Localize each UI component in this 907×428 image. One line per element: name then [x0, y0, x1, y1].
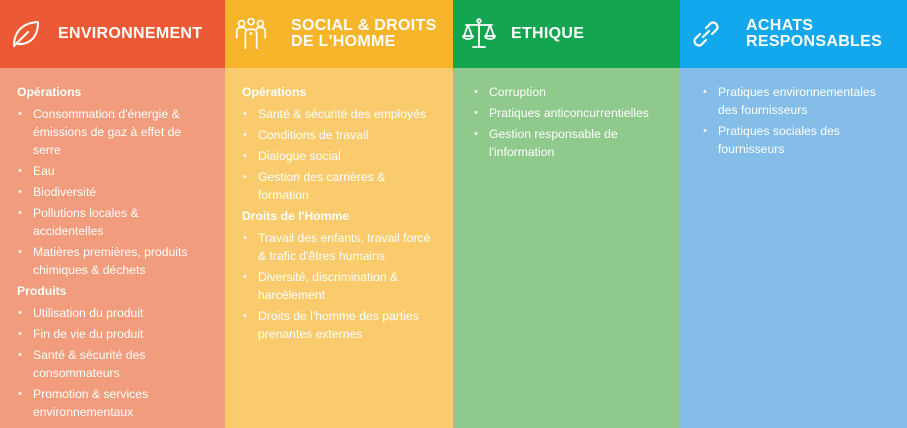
column-body	[453, 68, 680, 428]
column-title-line: ACHATS	[746, 17, 814, 34]
column-ethique	[453, 0, 680, 428]
item-list	[17, 105, 211, 279]
column-header	[225, 0, 453, 68]
column-header	[0, 0, 225, 68]
list-item: • Diversité, discrimination & harcèlement	[242, 268, 439, 304]
column-title	[58, 26, 202, 42]
balance-scale-icon	[461, 16, 497, 52]
column-social-droits-homme	[225, 0, 453, 428]
list-item: • Eau	[17, 162, 211, 180]
list-item: • Pratiques sociales des fournisseurs	[702, 122, 893, 158]
chain-link-icon	[688, 16, 724, 52]
item-list	[473, 83, 666, 161]
column-title-line: ETHIQUE	[511, 25, 585, 42]
column-title-line: SOCIAL & DROITS	[291, 17, 437, 34]
list-item: • Utilisation du produit	[17, 304, 211, 322]
column-header	[680, 0, 907, 68]
column-body	[680, 68, 907, 428]
list-item: • Matières premières, produits chimiques & déchets	[17, 243, 211, 279]
list-item: • Dialogue social	[242, 147, 439, 165]
list-item: • Santé & sécurité des consommateurs	[17, 346, 211, 382]
column-achats-responsables	[680, 0, 907, 428]
list-item: • Conditions de travail	[242, 126, 439, 144]
item-list	[242, 105, 439, 204]
people-group-icon	[233, 16, 269, 52]
list-item: • Santé & sécurité des employés	[242, 105, 439, 123]
item-list	[702, 83, 893, 158]
section-heading: Opérations	[17, 85, 82, 99]
list-item: • Pratiques anticoncurrentielles	[473, 104, 666, 122]
section-heading: Droits de l'Homme	[242, 209, 350, 223]
leaf-icon	[8, 16, 44, 52]
list-item: • Travail des enfants, travail forcé & trafic d'êtres humains	[242, 229, 439, 265]
column-header	[453, 0, 680, 68]
item-list	[17, 304, 211, 421]
column-title	[746, 18, 882, 50]
list-item: • Gestion des carrières & formation	[242, 168, 439, 204]
section-heading: Opérations	[242, 85, 307, 99]
column-title-line: RESPONSABLES	[746, 33, 883, 50]
list-item: • Biodiversité	[17, 183, 211, 201]
list-item: • Promotion & services environnementaux	[17, 385, 211, 421]
column-body	[225, 68, 453, 428]
column-title-line: ENVIRONNEMENT	[58, 25, 203, 42]
list-item: • Droits de l'homme des parties prenantes externes	[242, 307, 439, 343]
list-item: • Fin de vie du produit	[17, 325, 211, 343]
column-environnement	[0, 0, 225, 428]
list-item: • Corruption	[473, 83, 666, 101]
list-item: • Consommation d'énergie & émissions de gaz à effet de serre	[17, 105, 211, 159]
column-title	[291, 18, 437, 50]
list-item: • Pollutions locales & accidentelles	[17, 204, 211, 240]
list-item: • Pratiques environnementales des fournisseurs	[702, 83, 893, 119]
column-title	[511, 26, 584, 42]
item-list	[242, 229, 439, 343]
section-heading: Produits	[17, 284, 67, 298]
list-item: • Gestion responsable de l'information	[473, 125, 666, 161]
column-body	[0, 68, 225, 428]
column-title-line: DE L'HOMME	[291, 33, 396, 50]
